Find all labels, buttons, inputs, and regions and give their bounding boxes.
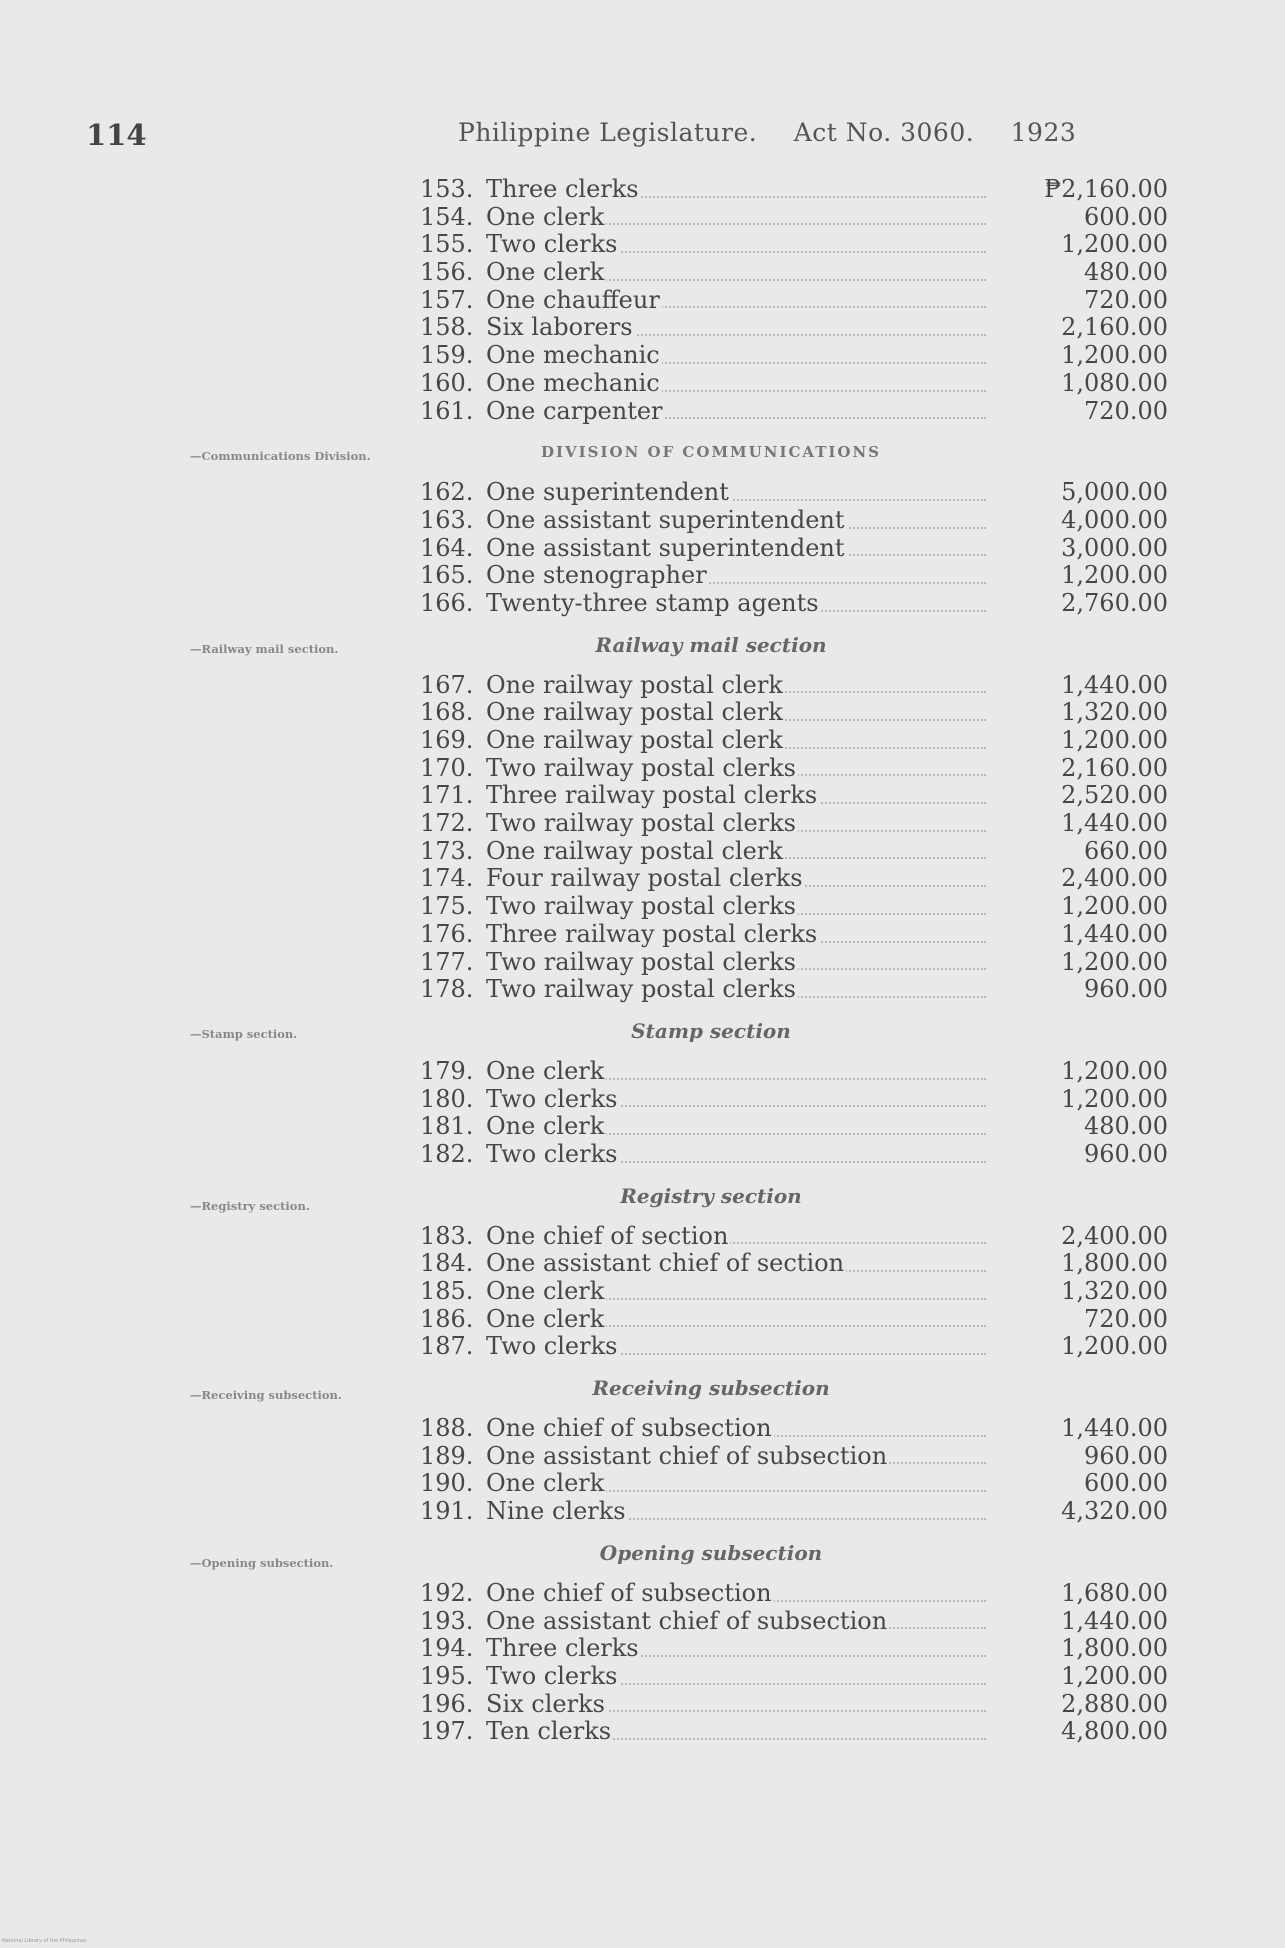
line-item bbox=[420, 1223, 1172, 1251]
item-number: 167. bbox=[420, 670, 474, 699]
item-description bbox=[486, 1718, 986, 1746]
line-item bbox=[420, 672, 1172, 700]
item-amount: 1,800.00 bbox=[1061, 1249, 1168, 1278]
line-item bbox=[420, 810, 1172, 838]
item-description bbox=[486, 590, 986, 618]
item-description-text: One clerk bbox=[486, 1057, 605, 1085]
item-description bbox=[486, 921, 986, 949]
item-number: 192. bbox=[420, 1578, 474, 1607]
item-description bbox=[486, 1058, 986, 1086]
line-item bbox=[420, 1058, 1172, 1086]
line-item bbox=[420, 949, 1172, 977]
line-item bbox=[420, 782, 1172, 810]
item-number: 165. bbox=[420, 561, 474, 590]
item-description-text: Two clerks bbox=[486, 1085, 618, 1113]
section-heading: Stamp section bbox=[631, 1018, 791, 1043]
item-amount: 1,440.00 bbox=[1061, 919, 1168, 948]
line-item bbox=[420, 342, 1172, 370]
item-description bbox=[486, 1113, 986, 1141]
item-description bbox=[486, 893, 986, 921]
item-amount: 4,320.00 bbox=[1061, 1497, 1168, 1526]
item-description bbox=[486, 810, 986, 838]
item-number: 153. bbox=[420, 175, 474, 203]
item-number: 155. bbox=[420, 230, 474, 259]
item-description bbox=[486, 782, 986, 810]
item-description-text: One assistant chief of subsection bbox=[486, 1442, 888, 1470]
item-amount: 600.00 bbox=[1084, 202, 1168, 231]
item-description bbox=[486, 176, 986, 204]
item-description-text: Four railway postal clerks bbox=[486, 865, 803, 893]
line-item bbox=[420, 865, 1172, 893]
item-description-text: One chief of subsection bbox=[486, 1579, 772, 1607]
item-amount: 2,160.00 bbox=[1061, 753, 1168, 782]
item-number: 183. bbox=[420, 1221, 474, 1250]
item-amount: 480.00 bbox=[1084, 1112, 1168, 1141]
item-description bbox=[486, 479, 986, 507]
item-description-text: One clerk bbox=[486, 203, 605, 231]
line-item bbox=[420, 314, 1172, 342]
item-amount: 1,200.00 bbox=[1061, 1332, 1168, 1361]
item-description bbox=[486, 699, 986, 727]
item-description-text: One assistant superintendent bbox=[486, 534, 845, 562]
item-description bbox=[486, 1498, 986, 1526]
item-description bbox=[486, 1278, 986, 1306]
item-number: 181. bbox=[420, 1112, 474, 1141]
line-item bbox=[420, 287, 1172, 315]
item-number: 190. bbox=[420, 1469, 474, 1498]
line-item bbox=[420, 590, 1172, 618]
line-item bbox=[420, 1306, 1172, 1334]
item-description bbox=[486, 838, 986, 866]
item-description-text: One mechanic bbox=[486, 369, 660, 397]
line-item bbox=[420, 1580, 1172, 1608]
item-number: 160. bbox=[420, 368, 474, 397]
item-number: 173. bbox=[420, 836, 474, 865]
item-description bbox=[486, 259, 986, 287]
item-number: 158. bbox=[420, 313, 474, 342]
item-amount: 1,200.00 bbox=[1061, 1084, 1168, 1113]
item-number: 157. bbox=[420, 285, 474, 314]
item-description bbox=[486, 672, 986, 700]
item-description bbox=[486, 562, 986, 590]
item-number: 170. bbox=[420, 753, 474, 782]
item-description bbox=[486, 370, 986, 398]
line-item bbox=[420, 699, 1172, 727]
item-description bbox=[486, 287, 986, 315]
line-item bbox=[420, 507, 1172, 535]
item-description bbox=[486, 976, 986, 1004]
item-description-text: Two clerks bbox=[486, 231, 618, 259]
item-number: 169. bbox=[420, 726, 474, 754]
item-description-text: One stenographer bbox=[486, 562, 707, 590]
item-amount: 600.00 bbox=[1084, 1469, 1168, 1498]
item-number: 154. bbox=[420, 202, 474, 231]
section-heading: DIVISION OF COMMUNICATIONS bbox=[540, 443, 882, 462]
item-amount: 1,200.00 bbox=[1061, 341, 1168, 370]
line-item bbox=[420, 562, 1172, 590]
margin-note-communications: —Communications Division. bbox=[190, 449, 371, 463]
item-description bbox=[486, 1663, 986, 1691]
section-heading: Registry section bbox=[620, 1183, 802, 1208]
item-amount: 5,000.00 bbox=[1061, 478, 1168, 507]
item-description-text: Six clerks bbox=[486, 1690, 605, 1718]
item-description-text: One railway postal clerk bbox=[486, 671, 783, 699]
item-description-text: Two clerks bbox=[486, 1662, 618, 1690]
item-number: 172. bbox=[420, 809, 474, 838]
item-amount: 1,200.00 bbox=[1061, 892, 1168, 921]
item-amount: 960.00 bbox=[1084, 1139, 1168, 1168]
item-description bbox=[486, 342, 986, 370]
item-amount: 4,800.00 bbox=[1061, 1717, 1168, 1746]
line-item bbox=[420, 727, 1172, 755]
item-description bbox=[486, 535, 986, 563]
item-amount: 960.00 bbox=[1084, 975, 1168, 1004]
item-description-text: Two clerks bbox=[486, 1333, 618, 1361]
item-number: 164. bbox=[420, 533, 474, 562]
line-item bbox=[420, 1415, 1172, 1443]
item-number: 179. bbox=[420, 1056, 474, 1085]
line-item bbox=[420, 755, 1172, 783]
item-amount: 720.00 bbox=[1084, 285, 1168, 314]
item-number: 176. bbox=[420, 919, 474, 948]
item-amount: 2,400.00 bbox=[1061, 1221, 1168, 1250]
item-description bbox=[486, 1608, 986, 1636]
item-amount: 3,000.00 bbox=[1061, 533, 1168, 562]
line-item bbox=[420, 479, 1172, 507]
item-number: 168. bbox=[420, 698, 474, 727]
item-description-text: One railway postal clerk bbox=[486, 727, 783, 754]
item-number: 186. bbox=[420, 1304, 474, 1333]
item-amount: 1,800.00 bbox=[1061, 1634, 1168, 1663]
item-number: 182. bbox=[420, 1139, 474, 1168]
section-heading: Railway mail section bbox=[595, 632, 827, 657]
line-item bbox=[420, 921, 1172, 949]
item-description bbox=[486, 1306, 986, 1334]
item-amount: 480.00 bbox=[1084, 258, 1168, 287]
section-heading: Receiving subsection bbox=[592, 1376, 830, 1401]
item-description-text: Two railway postal clerks bbox=[486, 810, 796, 838]
item-amount: 960.00 bbox=[1084, 1441, 1168, 1470]
line-item bbox=[420, 838, 1172, 866]
line-item bbox=[420, 1663, 1172, 1691]
item-number: 161. bbox=[420, 396, 474, 425]
item-description-text: Three railway postal clerks bbox=[486, 782, 818, 810]
item-description-text: One assistant superintendent bbox=[486, 506, 845, 534]
item-amount: 1,200.00 bbox=[1061, 561, 1168, 590]
item-amount: 720.00 bbox=[1084, 1304, 1168, 1333]
item-number: 193. bbox=[420, 1606, 474, 1635]
item-description bbox=[486, 231, 986, 259]
item-number: 163. bbox=[420, 505, 474, 534]
item-amount: 2,400.00 bbox=[1061, 864, 1168, 893]
item-description-text: One clerk bbox=[486, 1278, 605, 1305]
item-amount: 2,760.00 bbox=[1061, 588, 1168, 617]
line-item bbox=[420, 1635, 1172, 1663]
line-item bbox=[420, 204, 1172, 232]
item-description bbox=[486, 1635, 986, 1663]
item-description-text: One assistant chief of section bbox=[486, 1250, 845, 1278]
line-item bbox=[420, 231, 1172, 259]
line-item bbox=[420, 1691, 1172, 1719]
margin-note-railway: —Railway mail section. bbox=[190, 642, 339, 656]
item-number: 187. bbox=[420, 1332, 474, 1361]
item-description-text: One mechanic bbox=[486, 342, 660, 370]
item-number: 162. bbox=[420, 478, 474, 507]
item-number: 166. bbox=[420, 588, 474, 617]
item-description bbox=[486, 1250, 986, 1278]
item-description bbox=[486, 727, 986, 755]
line-item bbox=[420, 1498, 1172, 1526]
line-item bbox=[420, 1333, 1172, 1361]
item-description bbox=[486, 314, 986, 342]
line-item bbox=[420, 1443, 1172, 1471]
item-description-text: One clerk bbox=[486, 1470, 605, 1498]
item-amount: 1,320.00 bbox=[1061, 698, 1168, 727]
item-description bbox=[486, 865, 986, 893]
item-description bbox=[486, 1415, 986, 1443]
running-head-title: Philippine Legislature. bbox=[458, 118, 758, 147]
item-amount: 1,440.00 bbox=[1061, 809, 1168, 838]
item-amount: 1,200.00 bbox=[1061, 947, 1168, 976]
margin-note-receiving: —Receiving subsection. bbox=[190, 1388, 342, 1402]
line-item bbox=[420, 1086, 1172, 1114]
item-description bbox=[486, 1223, 986, 1251]
item-description-text: One chauffeur bbox=[486, 286, 660, 314]
item-description-text: One carpenter bbox=[486, 397, 663, 425]
line-item bbox=[420, 1141, 1172, 1169]
running-head-year: 1923 bbox=[1010, 118, 1077, 147]
item-number: 196. bbox=[420, 1689, 474, 1718]
item-description bbox=[486, 1470, 986, 1498]
item-number: 191. bbox=[420, 1497, 474, 1526]
line-item bbox=[420, 893, 1172, 921]
running-head bbox=[458, 118, 1104, 147]
footer-credit: National Library of the Philippines bbox=[2, 1938, 87, 1944]
item-description-text: Two railway postal clerks bbox=[486, 976, 796, 1004]
item-amount: 2,880.00 bbox=[1061, 1689, 1168, 1718]
item-amount: 1,080.00 bbox=[1061, 368, 1168, 397]
item-number: 175. bbox=[420, 892, 474, 921]
item-number: 174. bbox=[420, 864, 474, 893]
item-number: 194. bbox=[420, 1634, 474, 1663]
line-item bbox=[420, 1718, 1172, 1746]
item-amount: 1,200.00 bbox=[1061, 230, 1168, 259]
item-amount: 2,520.00 bbox=[1061, 781, 1168, 810]
item-amount: 1,680.00 bbox=[1061, 1578, 1168, 1607]
item-description bbox=[486, 1443, 986, 1471]
running-head-act: Act No. 3060. bbox=[793, 118, 975, 147]
item-number: 185. bbox=[420, 1277, 474, 1305]
item-number: 156. bbox=[420, 258, 474, 287]
line-item bbox=[420, 176, 1172, 204]
item-description-text: Two railway postal clerks bbox=[486, 948, 796, 976]
item-amount: 1,200.00 bbox=[1061, 1056, 1168, 1085]
item-description-text: Ten clerks bbox=[486, 1718, 612, 1746]
item-number: 188. bbox=[420, 1414, 474, 1443]
item-number: 184. bbox=[420, 1249, 474, 1278]
item-description bbox=[486, 1333, 986, 1361]
item-description-text: One superintendent bbox=[486, 479, 729, 507]
item-description-text: One assistant chief of subsection bbox=[486, 1607, 888, 1635]
line-item bbox=[420, 1250, 1172, 1278]
item-description bbox=[486, 1086, 986, 1114]
line-item bbox=[420, 259, 1172, 287]
item-description-text: Nine clerks bbox=[486, 1498, 626, 1526]
item-amount: 2,160.00 bbox=[1061, 313, 1168, 342]
item-amount: ₱2,160.00 bbox=[1044, 175, 1168, 203]
item-amount: 1,440.00 bbox=[1061, 1606, 1168, 1635]
line-item bbox=[420, 1113, 1172, 1141]
line-item bbox=[420, 535, 1172, 563]
item-description-text: Two railway postal clerks bbox=[486, 754, 796, 782]
item-number: 189. bbox=[420, 1441, 474, 1470]
item-number: 171. bbox=[420, 781, 474, 810]
item-amount: 1,200.00 bbox=[1061, 1661, 1168, 1690]
item-number: 197. bbox=[420, 1717, 474, 1746]
line-item bbox=[420, 1278, 1172, 1306]
item-description-text: One clerk bbox=[486, 1305, 605, 1333]
item-description bbox=[486, 398, 986, 426]
item-amount: 720.00 bbox=[1084, 396, 1168, 425]
item-description bbox=[486, 1580, 986, 1608]
item-description-text: Two clerks bbox=[486, 1140, 618, 1168]
margin-note-registry: —Registry section. bbox=[190, 1199, 310, 1213]
item-description bbox=[486, 755, 986, 783]
item-number: 195. bbox=[420, 1661, 474, 1690]
item-description-text: One railway postal clerk bbox=[486, 837, 783, 865]
item-description-text: One clerk bbox=[486, 1113, 605, 1141]
item-number: 180. bbox=[420, 1084, 474, 1113]
item-number: 178. bbox=[420, 975, 474, 1004]
line-item bbox=[420, 1470, 1172, 1498]
line-item bbox=[420, 370, 1172, 398]
line-item bbox=[420, 398, 1172, 426]
item-description-text: Three clerks bbox=[486, 176, 639, 203]
item-description-text: One chief of subsection bbox=[486, 1415, 772, 1443]
item-description-text: Two railway postal clerks bbox=[486, 893, 796, 921]
appropriation-list bbox=[420, 176, 1172, 1746]
item-amount: 1,440.00 bbox=[1061, 1414, 1168, 1443]
item-description-text: Three clerks bbox=[486, 1635, 639, 1663]
item-number: 159. bbox=[420, 341, 474, 370]
item-amount: 660.00 bbox=[1084, 836, 1168, 865]
item-description-text: Three railway postal clerks bbox=[486, 920, 818, 948]
line-item bbox=[420, 976, 1172, 1004]
item-description bbox=[486, 507, 986, 535]
item-amount: 1,200.00 bbox=[1061, 726, 1168, 754]
item-description-text: One clerk bbox=[486, 259, 605, 287]
item-description-text: Six laborers bbox=[486, 314, 633, 342]
item-description bbox=[486, 204, 986, 232]
line-item bbox=[420, 1608, 1172, 1636]
item-amount: 4,000.00 bbox=[1061, 505, 1168, 534]
item-number: 177. bbox=[420, 947, 474, 976]
item-amount: 1,440.00 bbox=[1061, 670, 1168, 699]
page-number: 114 bbox=[86, 118, 147, 152]
item-description-text: Twenty-three stamp agents bbox=[486, 589, 819, 617]
section-heading: Opening subsection bbox=[599, 1540, 823, 1565]
item-description bbox=[486, 949, 986, 977]
item-description-text: One chief of section bbox=[486, 1222, 729, 1250]
item-description bbox=[486, 1141, 986, 1169]
item-description bbox=[486, 1691, 986, 1719]
item-amount: 1,320.00 bbox=[1061, 1277, 1168, 1305]
item-description-text: One railway postal clerk bbox=[486, 699, 783, 727]
margin-note-stamp: —Stamp section. bbox=[190, 1027, 298, 1041]
margin-note-opening: —Opening subsection. bbox=[190, 1556, 334, 1570]
